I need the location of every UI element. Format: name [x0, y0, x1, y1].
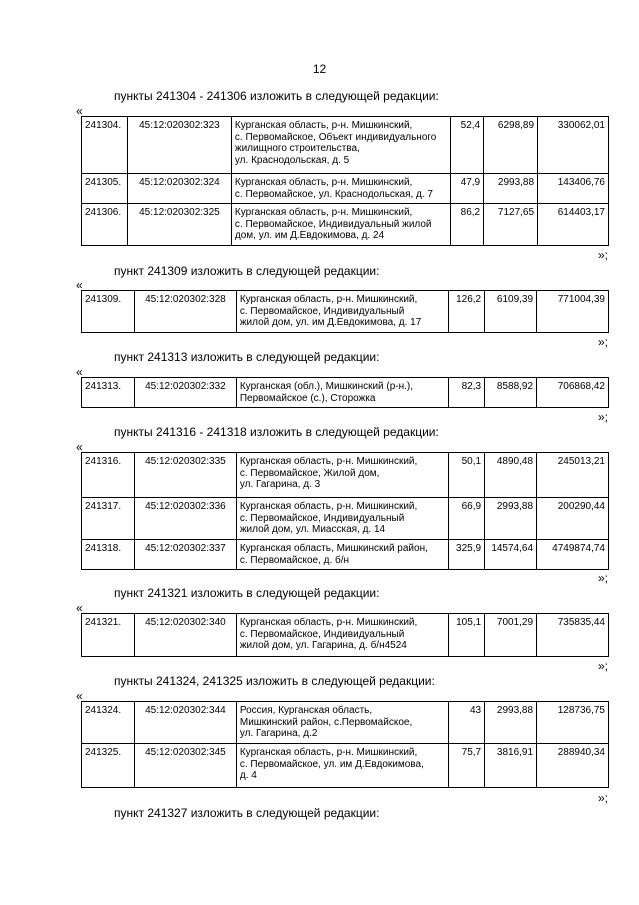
- total: 200290,44: [537, 498, 609, 540]
- address: Курганская область, р-н. Мишкинский, с. Первомайское, Объект индивидуального жилищного строительства, ул. Краснодольская, д. 5: [231, 117, 450, 174]
- table-row: [82, 614, 609, 657]
- section-intro: пункт 241327 изложить в следующей редакции:: [114, 806, 380, 820]
- table-row: [82, 540, 609, 570]
- cadastral-number: 45:12:020302:340: [134, 614, 236, 657]
- address: Россия, Курганская область, Мишкинский район, с.Первомайское, ул. Гагарина, д.2: [236, 702, 448, 744]
- address: Курганская область, р-н. Мишкинский, с. Первомайское, Индивидуальный жилой дом, ул. Миасская, д. 14: [236, 498, 448, 540]
- total: 330062,01: [538, 117, 609, 174]
- section-intro: пункты 241324, 241325 изложить в следующей редакции:: [114, 674, 435, 688]
- close-mark: »;: [598, 410, 609, 424]
- address: Курганская область, Мишкинский район, с. Первомайское, д. б/н: [236, 540, 448, 570]
- open-quote: «: [76, 601, 83, 615]
- total: 128736,75: [537, 702, 609, 744]
- cadastral-number: 45:12:020302:332: [134, 378, 236, 408]
- table-row: [82, 378, 609, 408]
- cadastral-number: 45:12:020302:345: [134, 744, 236, 788]
- cadastral-number: 45:12:020302:328: [134, 291, 236, 333]
- address: Курганская область, р-н. Мишкинский, с. Первомайское, Жилой дом, ул. Гагарина, д. 3: [236, 453, 448, 498]
- price: 8588,92: [485, 378, 537, 408]
- area: 82,3: [449, 378, 485, 408]
- total: 143406,76: [538, 174, 609, 204]
- total: 614403,17: [538, 204, 609, 246]
- price: 4890,48: [485, 453, 537, 498]
- amendment-table: [81, 613, 609, 657]
- item-number: 241304.: [82, 117, 128, 174]
- section-intro: пункты 241304 - 241306 изложить в следующей редакции:: [114, 89, 439, 103]
- table-row: [82, 744, 609, 788]
- area: 52,4: [451, 117, 484, 174]
- amendment-table: [81, 116, 609, 246]
- table-row: [82, 174, 609, 204]
- total: 4749874,74: [537, 540, 609, 570]
- total: 706868,42: [537, 378, 609, 408]
- item-number: 241321.: [82, 614, 135, 657]
- item-number: 241305.: [82, 174, 128, 204]
- close-mark: »;: [598, 335, 609, 349]
- cadastral-number: 45:12:020302:323: [127, 117, 231, 174]
- area: 86,2: [451, 204, 484, 246]
- area: 50,1: [449, 453, 485, 498]
- address: Курганская область, р-н. Мишкинский, с. Первомайское, Индивидуальный жилой дом, ул. им Д.Евдокимова, д. 24: [231, 204, 450, 246]
- price: 2993,88: [485, 702, 537, 744]
- item-number: 241317.: [82, 498, 135, 540]
- open-quote: «: [76, 278, 83, 292]
- address: Курганская область, р-н. Мишкинский, с. Первомайское, Индивидуальный жилой дом, ул. им Д.Евдокимова, д. 17: [236, 291, 448, 333]
- area: 325,9: [449, 540, 485, 570]
- price: 6298,89: [484, 117, 538, 174]
- table-row: [82, 204, 609, 246]
- section-intro: пункт 241313 изложить в следующей редакции:: [114, 350, 380, 364]
- table-row: [82, 453, 609, 498]
- section-intro: пункт 241309 изложить в следующей редакции:: [114, 264, 380, 278]
- section-intro: пункт 241321 изложить в следующей редакции:: [114, 586, 380, 600]
- area: 126,2: [449, 291, 485, 333]
- close-mark: »;: [598, 659, 609, 673]
- area: 105,1: [449, 614, 485, 657]
- address: Курганская область, р-н. Мишкинский, с. Первомайское, ул. им Д.Евдокимова, д. 4: [236, 744, 448, 788]
- close-mark: »;: [598, 791, 609, 805]
- price: 7001,29: [485, 614, 537, 657]
- open-quote: «: [76, 689, 83, 703]
- area: 75,7: [449, 744, 485, 788]
- table-row: [82, 117, 609, 174]
- address: Курганская область, р-н. Мишкинский, с. Первомайское, Индивидуальный жилой дом, ул. Гагарина, д. б/н4524: [236, 614, 448, 657]
- price: 3816,91: [485, 744, 537, 788]
- address: Курганская (обл.), Мишкинский (р-н.), Первомайское (с.), Сторожка: [236, 378, 448, 408]
- amendment-table: [81, 377, 609, 408]
- section-intro: пункты 241316 - 241318 изложить в следующей редакции:: [114, 425, 439, 439]
- amendment-table: [81, 290, 609, 333]
- open-quote: «: [76, 365, 83, 379]
- table-row: [82, 498, 609, 540]
- cadastral-number: 45:12:020302:325: [127, 204, 231, 246]
- open-quote: «: [76, 104, 83, 118]
- cadastral-number: 45:12:020302:336: [134, 498, 236, 540]
- total: 735835,44: [537, 614, 609, 657]
- amendment-table: [81, 452, 609, 570]
- item-number: 241324.: [82, 702, 135, 744]
- price: 14574,64: [485, 540, 537, 570]
- item-number: 241325.: [82, 744, 135, 788]
- cadastral-number: 45:12:020302:337: [134, 540, 236, 570]
- total: 245013,21: [537, 453, 609, 498]
- open-quote: «: [76, 440, 83, 454]
- table-row: [82, 702, 609, 744]
- price: 2993,88: [484, 174, 538, 204]
- area: 47,9: [451, 174, 484, 204]
- area: 43: [449, 702, 485, 744]
- cadastral-number: 45:12:020302:335: [134, 453, 236, 498]
- close-mark: »;: [598, 248, 609, 262]
- close-mark: »;: [598, 571, 609, 585]
- address: Курганская область, р-н. Мишкинский, с. Первомайское, ул. Краснодольская, д. 7: [231, 174, 450, 204]
- table-row: [82, 291, 609, 333]
- item-number: 241318.: [82, 540, 135, 570]
- item-number: 241306.: [82, 204, 128, 246]
- item-number: 241316.: [82, 453, 135, 498]
- area: 66,9: [449, 498, 485, 540]
- price: 6109,39: [485, 291, 537, 333]
- price: 2993,88: [485, 498, 537, 540]
- item-number: 241309.: [82, 291, 135, 333]
- total: 288940,34: [537, 744, 609, 788]
- cadastral-number: 45:12:020302:344: [134, 702, 236, 744]
- page-number: 12: [312, 62, 327, 76]
- amendment-table: [81, 701, 609, 788]
- price: 7127,65: [484, 204, 538, 246]
- cadastral-number: 45:12:020302:324: [127, 174, 231, 204]
- item-number: 241313.: [82, 378, 135, 408]
- total: 771004,39: [537, 291, 609, 333]
